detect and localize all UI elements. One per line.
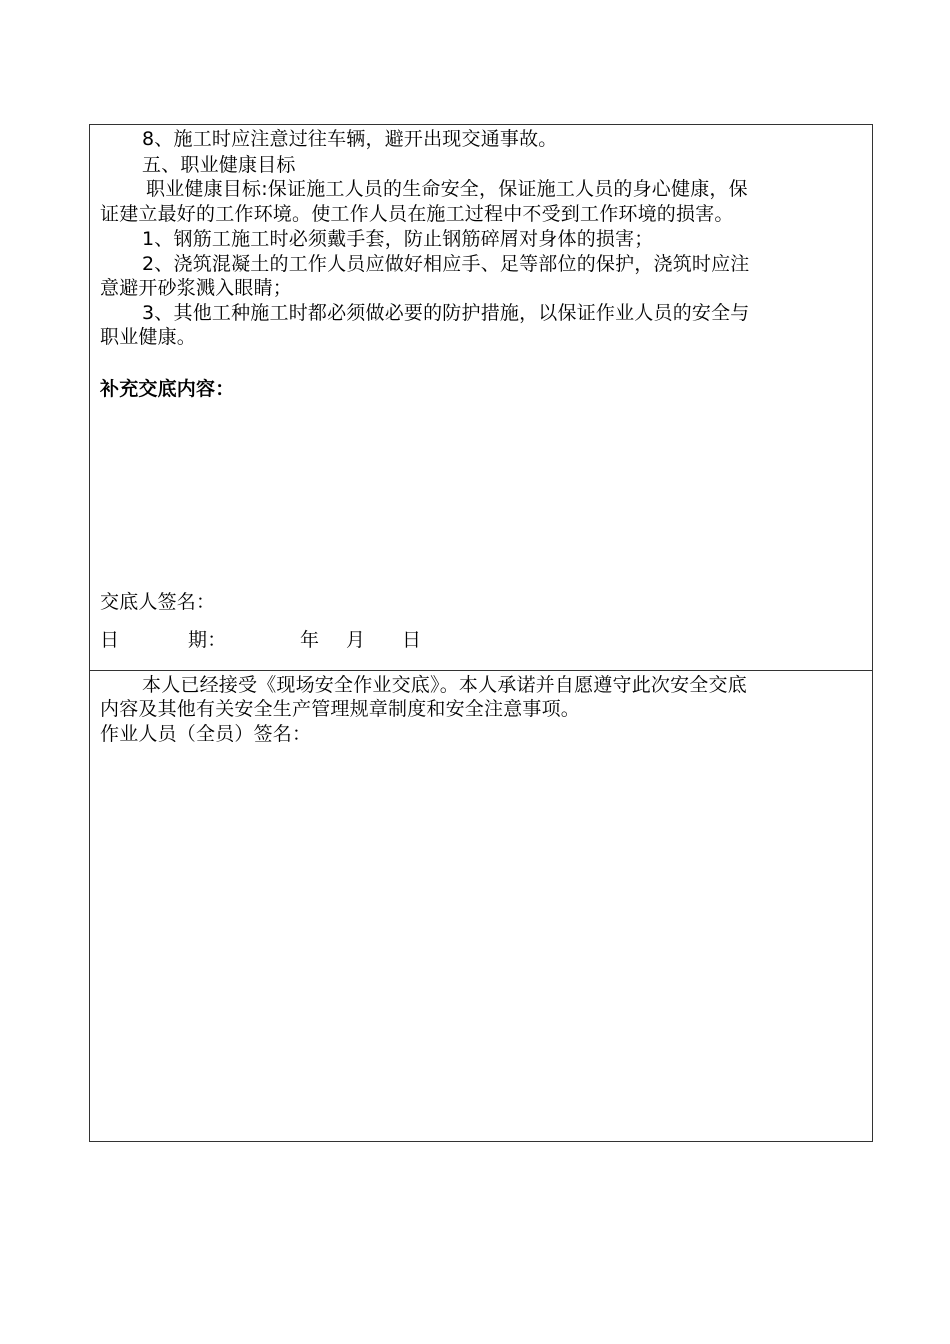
briefing-content-cell (90, 125, 872, 671)
worker-signature-label: 作业人员（全员）签名： (100, 723, 312, 745)
worker-acknowledgement-cell (90, 671, 872, 1141)
health-item-2-text-line-2: 意避开砂浆溅入眼睛； (100, 277, 293, 299)
safety-briefing-table (89, 124, 873, 1142)
health-item-2-text-line-1: 2、浇筑混凝土的工作人员应做好相应手、足等部位的保护，浇筑时应注 (142, 253, 750, 275)
health-item-3-text-line-1: 3、其他工种施工时都必须做必要的防护措施，以保证作业人员的安全与 (142, 302, 750, 324)
date-label-period-char: 期： (188, 629, 227, 651)
acknowledgement-text-line-2: 内容及其他有关安全生产管理规章制度和安全注意事项。 (100, 698, 581, 720)
signer-label: 交底人签名： (100, 591, 216, 613)
supplement-heading: 补充交底内容： (100, 378, 235, 400)
month-label: 月 (346, 629, 366, 651)
item-8-text: 8、施工时应注意过往车辆，避开出现交通事故。 (142, 128, 558, 150)
date-label-day-char: 日 (100, 629, 120, 651)
acknowledgement-text-line-1: 本人已经接受《现场安全作业交底》。本人承诺并自愿遵守此次安全交底 (142, 674, 747, 696)
health-item-1-text: 1、钢筋工施工时必须戴手套，防止钢筋碎屑对身体的损害； (142, 228, 654, 250)
section-heading-occupational-health: 五、职业健康目标 (142, 154, 296, 176)
day-label: 日 (402, 629, 422, 651)
year-label: 年 (300, 629, 320, 651)
health-item-3-text-line-2: 职业健康。 (100, 326, 197, 348)
health-goal-text-line-2: 证建立最好的工作环境。使工作人员在施工过程中不受到工作环境的损害。 (100, 203, 734, 225)
health-goal-text-line-1: 职业健康目标:保证施工人员的生命安全，保证施工人员的身心健康，保 (146, 178, 748, 200)
